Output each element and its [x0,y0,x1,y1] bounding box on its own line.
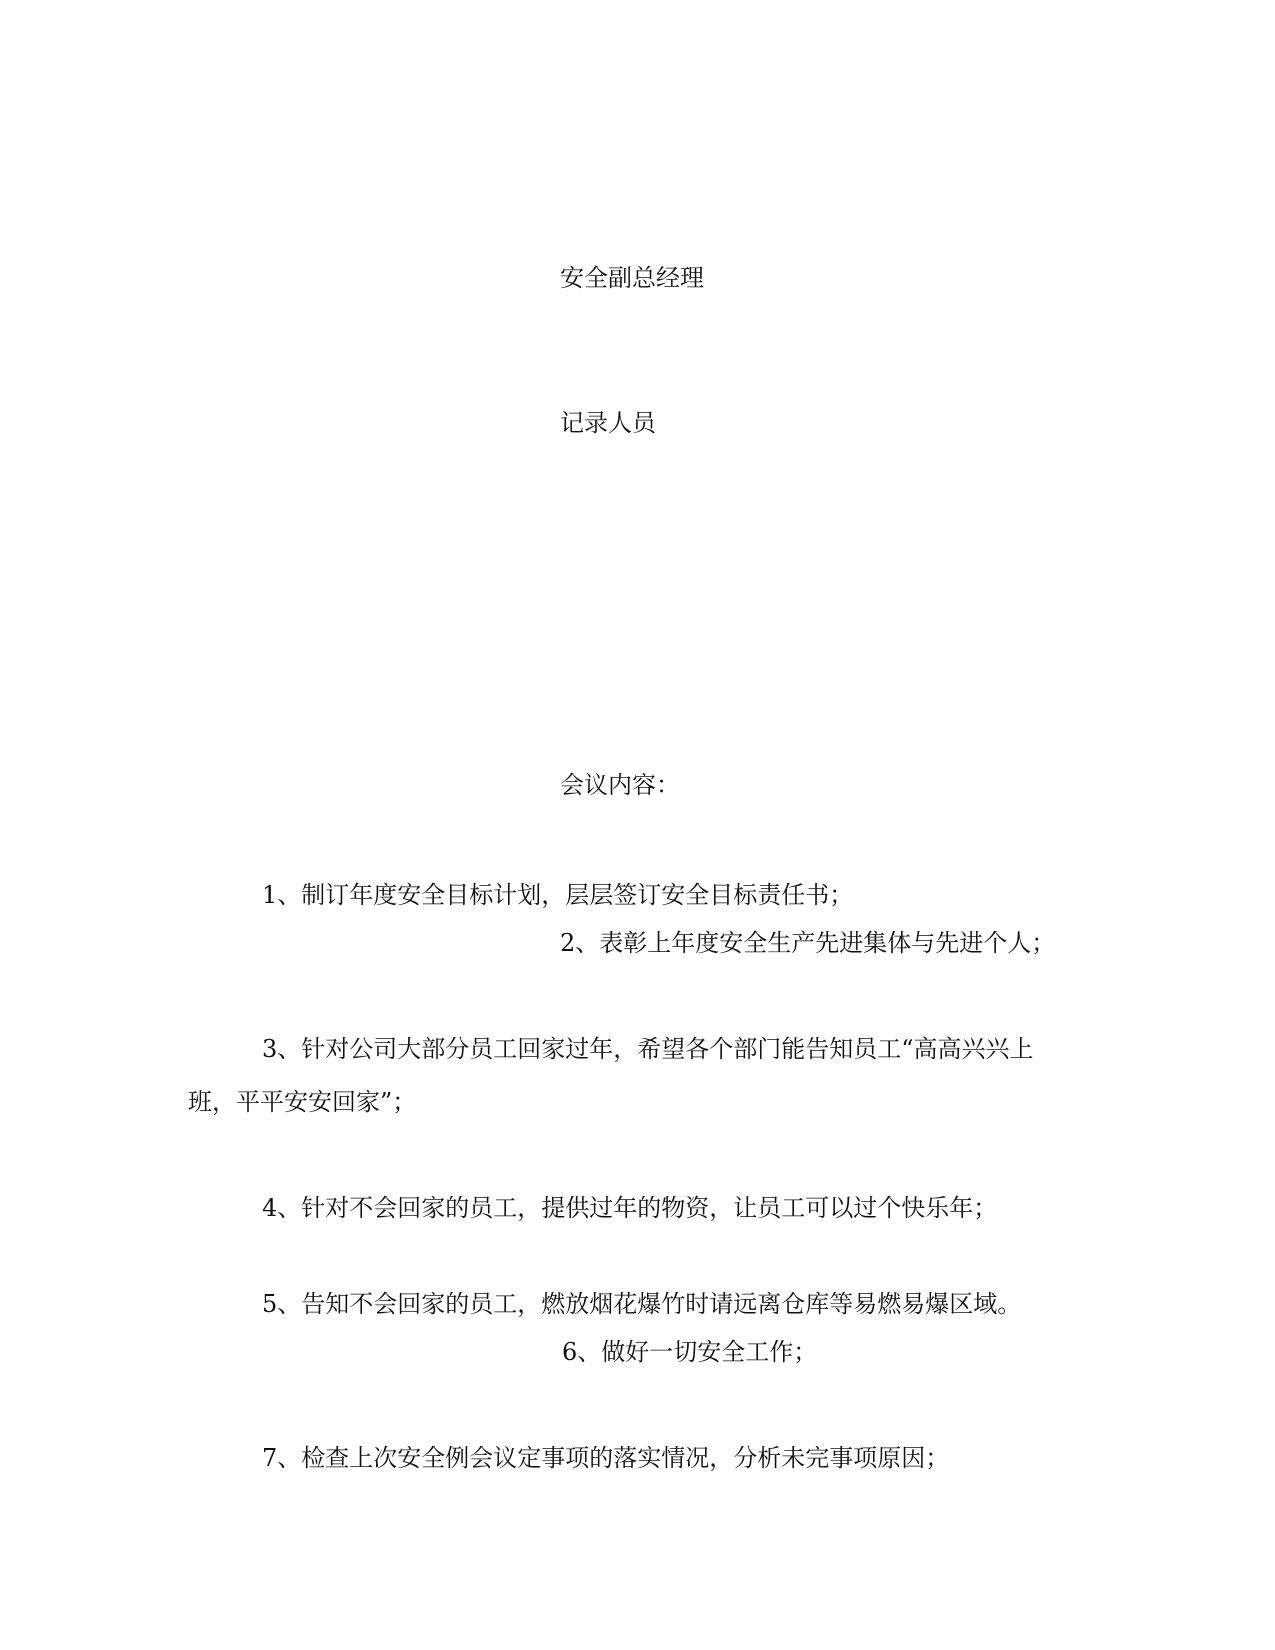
role-line-deputy-manager: 安全副总经理 [560,264,704,292]
meeting-item-4: 4、针对不会回家的员工，提供过年的物资，让员工可以过个快乐年； [262,1194,998,1222]
content-heading: 会议内容： [560,771,680,799]
meeting-item-1: 1、制订年度安全目标计划，层层签订安全目标责任书； [262,881,854,909]
role-line-recorder: 记录人员 [560,409,656,437]
meeting-item-6: 6、做好一切安全工作； [562,1338,818,1366]
meeting-item-7: 7、检查上次安全例会议定事项的落实情况，分析未完事项原因； [262,1444,950,1472]
meeting-item-2: 2、表彰上年度安全生产先进集体与先进个人； [560,929,1056,957]
meeting-item-3-line-1: 3、针对公司大部分员工回家过年，希望各个部门能告知员工“高高兴兴上 [262,1035,1034,1063]
meeting-item-5: 5、告知不会回家的员工，燃放烟花爆竹时请远离仓库等易燃易爆区域。 [262,1290,1022,1318]
meeting-item-3-line-2: 班，平平安安回家”； [188,1088,417,1116]
